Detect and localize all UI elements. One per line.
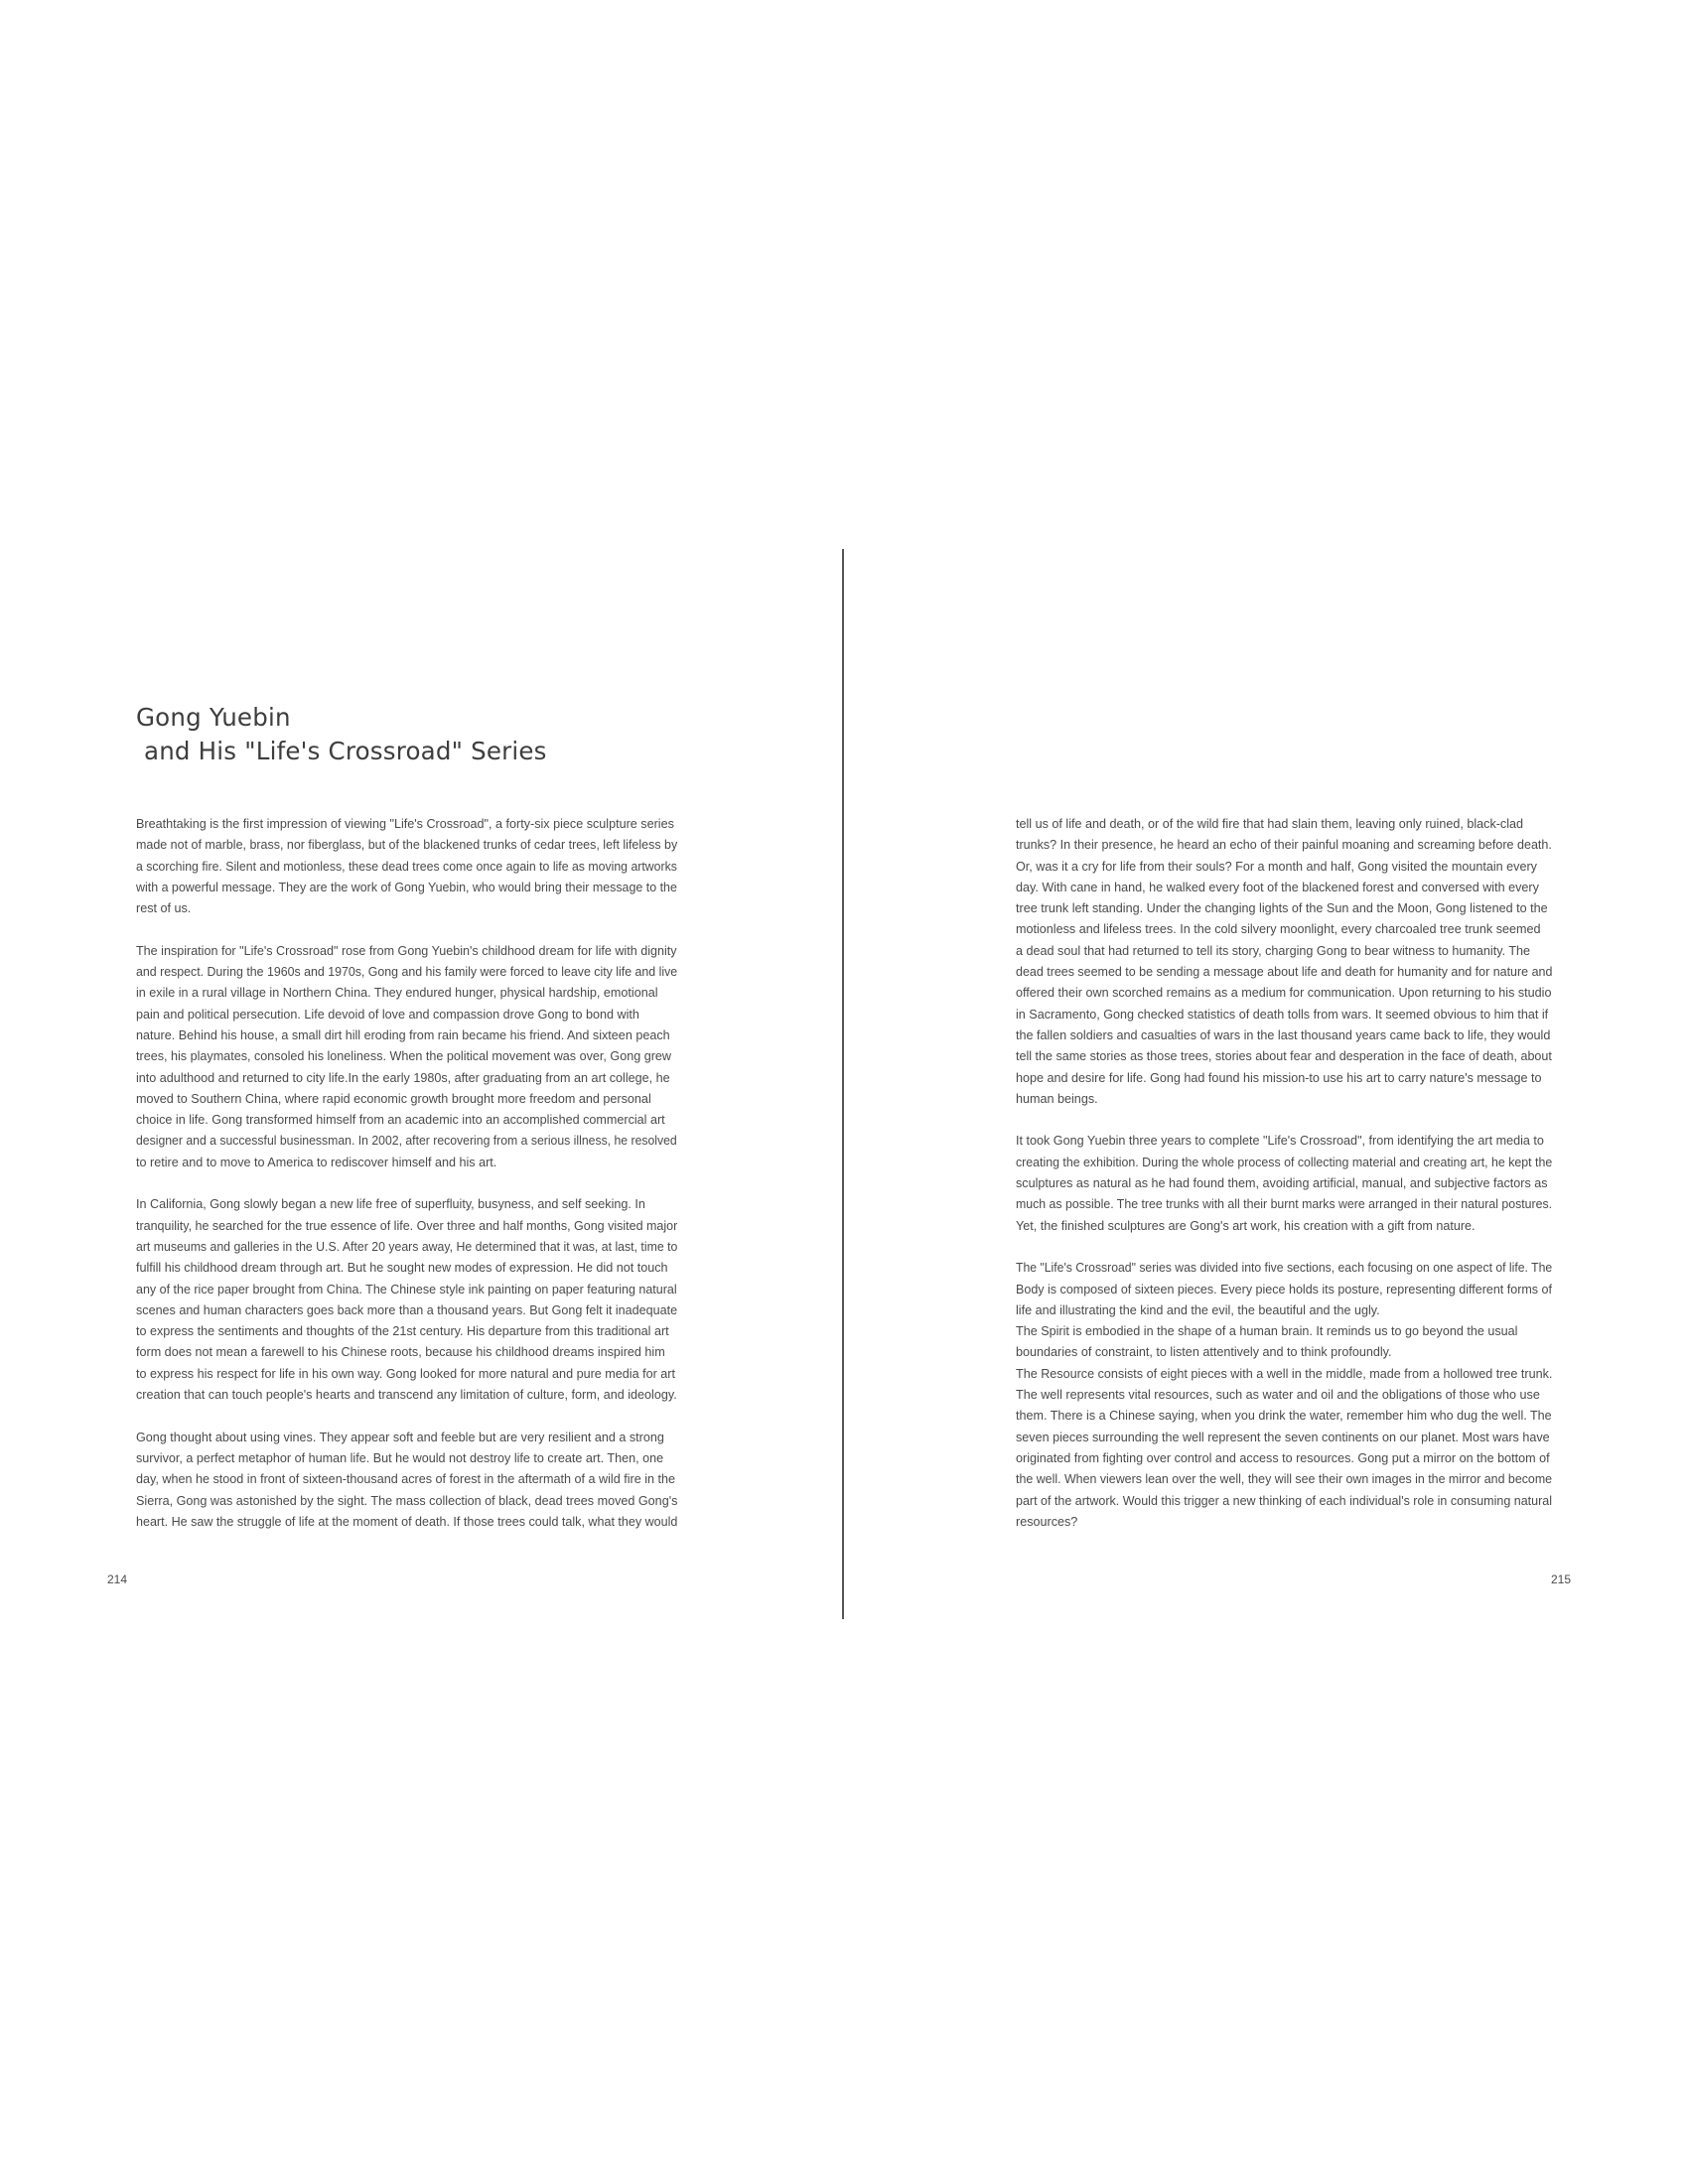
text-line: nature. Behind his house, a small dirt hill eroding from rain became his friend. And sixteen peach <box>136 1027 670 1042</box>
text-line: seven pieces surrounding the well represent the seven continents on our planet. Most wars have <box>1016 1430 1550 1444</box>
body-paragraph <box>136 1194 677 1406</box>
body-paragraph <box>1016 1258 1552 1533</box>
text-line: It took Gong Yuebin three years to complete "Life's Crossroad", from identifying the art media to <box>1016 1134 1544 1149</box>
text-line: sculptures as natural as he had found them, avoiding artificial, manual, and subjective factors as <box>1016 1176 1548 1191</box>
text-line: creation that can touch people's hearts and transcend any limitation of culture, form, and ideology. <box>136 1388 677 1403</box>
text-line: a dead soul that had returned to tell its story, charging Gong to bear witness to humanity. The <box>1016 943 1531 958</box>
text-line: to express his respect for life in his own way. Gong looked for more natural and pure media for art <box>136 1366 675 1381</box>
right-page-body <box>1016 814 1552 1533</box>
text-line: day, when he stood in front of sixteen-thousand acres of forest in the aftermath of a wild fire in the <box>136 1472 676 1487</box>
text-line: the fallen soldiers and casualties of wars in the last thousand years came back to life, they would <box>1016 1027 1551 1042</box>
text-line: Breathtaking is the first impression of viewing "Life's Crossroad", a forty-six piece sculpture series <box>136 817 674 831</box>
page-number-left: 214 <box>107 1572 128 1586</box>
text-line: any of the rice paper brought from China. The Chinese style ink painting on paper featuring natural <box>136 1282 677 1297</box>
text-line: offered their own scorched remains as a medium for communication. Upon returning to his studio <box>1016 986 1552 1001</box>
text-line: to express the sentiments and thoughts of the 21st century. His departure from this traditional art <box>136 1324 669 1339</box>
text-line: fulfill his childhood dream through art. But he sought new modes of expression. He did not touch <box>136 1261 668 1276</box>
text-line: and respect. During the 1960s and 1970s, Gong and his family were forced to leave city life and live <box>136 965 678 980</box>
text-line: the well. When viewers lean over the well, they will see their own images in the mirror and become <box>1016 1472 1553 1487</box>
text-line: The Spirit is embodied in the shape of a human brain. It reminds us to go beyond the usual <box>1016 1324 1518 1339</box>
text-line: pain and political persecution. Life devoid of love and compassion drove Gong to bond with <box>136 1007 639 1022</box>
text-line: boundaries of constraint, to listen attentively and to think profoundly. <box>1016 1345 1392 1360</box>
text-line: heart. He saw the struggle of life at the moment of death. If those trees could talk, what they would <box>136 1514 678 1529</box>
text-line: trunks? In their presence, he heard an echo of their painful moaning and screaming before death. <box>1016 838 1552 853</box>
text-line: with a powerful message. They are the work of Gong Yuebin, who would bring their message to the <box>136 880 677 894</box>
text-line: made not of marble, brass, nor fiberglass, but of the blackened trunks of cedar trees, left lifeless by <box>136 838 678 853</box>
text-line: moved to Southern China, where rapid economic growth brought more freedom and personal <box>136 1091 651 1106</box>
text-line: much as possible. The tree trunks with all their burnt marks were arranged in their natural postures. <box>1016 1197 1553 1212</box>
text-line: life and illustrating the kind and the evil, the beautiful and the ugly. <box>1016 1302 1380 1317</box>
text-line: Body is composed of sixteen pieces. Every piece holds its posture, representing different forms of <box>1016 1282 1552 1297</box>
text-line: in Sacramento, Gong checked statistics of death tolls from wars. It seemed obvious to him that if <box>1016 1007 1549 1022</box>
text-line: tranquility, he searched for the true essence of life. Over three and half months, Gong visited major <box>136 1218 678 1233</box>
page-number-right: 215 <box>1551 1572 1572 1586</box>
text-line: rest of us. <box>136 901 192 916</box>
text-line: dead trees seemed to be sending a message about life and death for humanity and for nature and <box>1016 965 1553 980</box>
text-line: creating the exhibition. During the whole process of collecting material and creating art, he kept the <box>1016 1155 1553 1169</box>
text-line: Sierra, Gong was astonished by the sight. The mass collection of black, dead trees moved Gong's <box>136 1493 678 1508</box>
text-line: art museums and galleries in the U.S. After 20 years away, He determined that it was, at last, time to <box>136 1239 678 1254</box>
body-paragraph <box>1016 1131 1552 1236</box>
body-paragraph <box>136 1428 677 1533</box>
article-title <box>136 701 692 768</box>
text-line: a scorching fire. Silent and motionless, these dead trees come once again to life as moving artworks <box>136 859 677 874</box>
text-line: part of the artwork. Would this trigger a new thinking of each individual's role in consuming natural <box>1016 1493 1552 1508</box>
text-line: tell us of life and death, or of the wild fire that had slain them, leaving only ruined, black-clad <box>1016 817 1524 831</box>
text-line: day. With cane in hand, he walked every foot of the blackened forest and conversed with every <box>1016 880 1539 894</box>
text-line: them. There is a Chinese saying, when you drink the water, remember him who dug the well. The <box>1016 1409 1552 1424</box>
text-line: resources? <box>1016 1514 1078 1529</box>
text-line: Or, was it a cry for life from their souls? For a month and half, Gong visited the mountain every <box>1016 859 1537 874</box>
text-line: in exile in a rural village in Northern China. They endured hunger, physical hardship, emotional <box>136 986 658 1001</box>
text-line: Gong thought about using vines. They appear soft and feeble but are very resilient and a strong <box>136 1430 664 1444</box>
text-line: The Resource consists of eight pieces with a well in the middle, made from a hollowed tree trunk. <box>1016 1366 1553 1381</box>
text-line: The well represents vital resources, such as water and oil and the obligations of those who use <box>1016 1388 1540 1403</box>
text-line: survivor, a perfect metaphor of human life. But he would not destroy life to create art. Then, one <box>136 1450 664 1465</box>
body-paragraph <box>1016 814 1552 1110</box>
text-line: tell the same stories as those trees, stories about fear and desperation in the face of death, about <box>1016 1049 1552 1064</box>
text-line: hope and desire for life. Gong had found his mission-to use his art to carry nature's message to <box>1016 1070 1542 1085</box>
text-line: tree trunk left standing. Under the changing lights of the Sun and the Moon, Gong listened to the <box>1016 901 1548 916</box>
text-line: designer and a successful businessman. In 2002, after recovering from a serious illness, he resolved <box>136 1134 677 1149</box>
body-paragraph <box>136 814 677 919</box>
text-line: scenes and human characters goes back more than a thousand years. But Gong felt it inadequate <box>136 1302 678 1317</box>
text-line: The inspiration for "Life's Crossroad" rose from Gong Yuebin's childhood dream for life with dignity <box>136 943 677 958</box>
text-line: Yet, the finished sculptures are Gong's art work, his creation with a gift from nature. <box>1016 1218 1476 1233</box>
text-line: into adulthood and returned to city life.In the early 1980s, after graduating from an art college, he <box>136 1070 670 1085</box>
text-line: The "Life's Crossroad" series was divided into five sections, each focusing on one aspect of life. The <box>1016 1261 1553 1276</box>
text-line: In California, Gong slowly began a new life free of superfluity, busyness, and self seeking. In <box>136 1197 645 1212</box>
text-line: to retire and to move to America to rediscover himself and his art. <box>136 1155 497 1169</box>
text-line: choice in life. Gong transformed himself from an academic into an accomplished commercial art <box>136 1113 665 1128</box>
title-line-1: Gong Yuebin <box>136 703 291 732</box>
text-line: originated from fighting over control and access to resources. Gong put a mirror on the bottom of <box>1016 1450 1550 1465</box>
text-line: motionless and lifeless trees. In the cold silvery moonlight, every charcoaled tree trunk seemed <box>1016 922 1541 937</box>
text-line: human beings. <box>1016 1091 1098 1106</box>
title-line-2: and His "Life's Crossroad" Series <box>136 737 547 765</box>
body-paragraph <box>136 941 677 1173</box>
text-line: trees, his playmates, consoled his loneliness. When the political movement was over, Gong grew <box>136 1049 671 1064</box>
page-gutter-divider <box>842 549 844 1619</box>
text-line: form does not mean a farewell to his Chinese roots, because his childhood dreams inspired him <box>136 1345 665 1360</box>
left-page-body <box>136 814 677 1533</box>
